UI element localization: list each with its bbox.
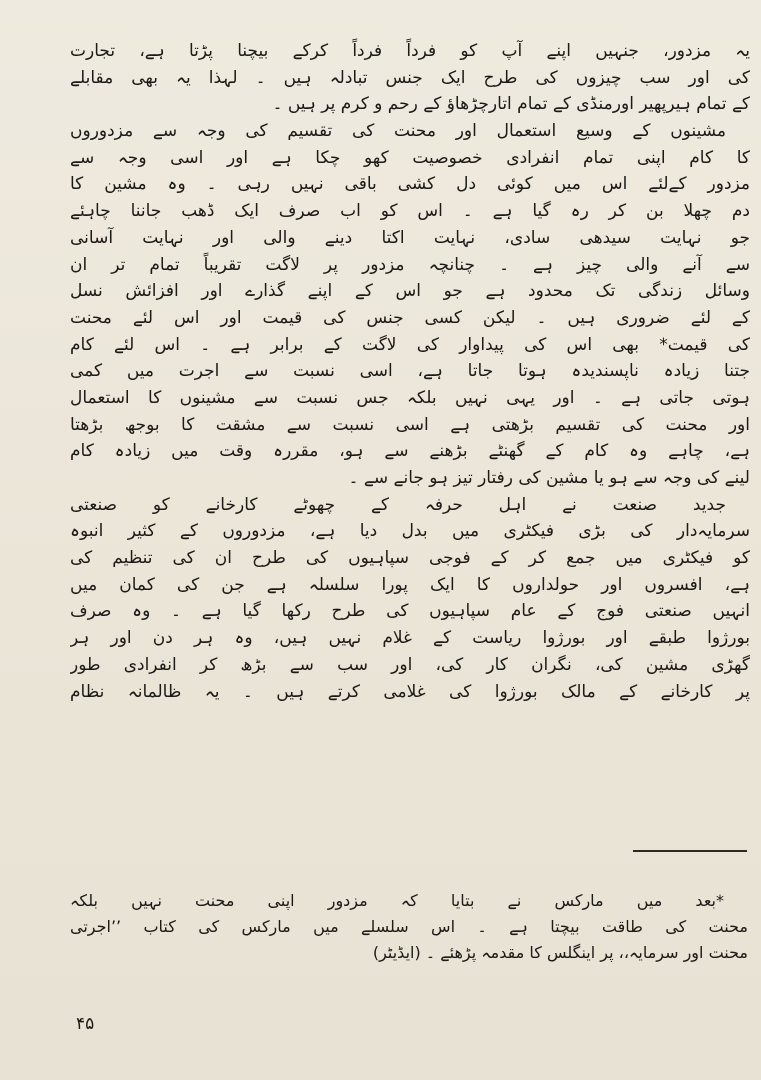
- text-line: کے تمام ہیرپھیر اورمنڈی کے تمام اتارچڑھاؤ کے رحم و کرم پر ہیں ۔: [272, 94, 750, 115]
- text-line: پر کارخانے کے مالک بورژوا کی غلامی کرتے ہیں ۔ یہ ظالمانہ نظام: [70, 681, 750, 702]
- text-line: جدید صنعت نے اہل حرفہ کے چھوٹے کارخانے کو صنعتی: [70, 494, 726, 515]
- text-line: کے لئے ضروری ہیں ۔ لیکن کسی جنس کی قیمت اور اس لئے محنت: [70, 307, 750, 328]
- text-line: مشینوں کے وسیع استعمال اور محنت کی تقسیم کی وجہ سے مزدوروں: [70, 121, 726, 142]
- text-line: ہوتی جاتی ہے ۔ اور یہی نہیں بلکہ جس نسبت سے مشینوں کا استعمال: [70, 387, 750, 408]
- text-line: سے آنے والی چیز ہے ۔ چنانچہ مزدور پر لاگت تقریباً تمام تر ان: [70, 254, 750, 275]
- text-line: کی اور سب چیزوں کی طرح ایک جنس تبادلہ ہیں ۔ لہذا یہ بھی مقابلے: [70, 67, 750, 88]
- text-line: یہ مزدور، جنہیں اپنے آپ کو فرداً فرداً کرکے بیچنا پڑتا ہے، تجارت: [70, 41, 750, 61]
- main-text: [70, 38, 750, 705]
- text-line: جو نہایت سیدھی سادی، نہایت اکتا دینے والی اور نہایت آسانی: [70, 227, 750, 248]
- text-line: کا کام اپنی تمام انفرادی خصوصیت کھو چکا ہے اور اسی وجہ سے: [70, 147, 750, 168]
- footnote-rule: [633, 850, 747, 852]
- text-line: بورژوا طبقے اور بورژوا ریاست کے غلام نہیں ہیں، وہ ہر دن اور ہر: [70, 628, 750, 649]
- footnote-line: *بعد میں مارکس نے بتایا کہ مزدور اپنی محنت نہیں بلکہ: [70, 891, 724, 910]
- text-line: ہے، چاہے وہ کام کے گھنٹے بڑھنے سے ہو، مقررہ وقت میں زیادہ کام: [70, 441, 750, 462]
- footnote-line: محنت کی طاقت بیچتا ہے ۔ اس سلسلے میں مارکس کی کتاب ’’اجرتی: [70, 917, 748, 936]
- text-line: وسائل زندگی تک محدود ہے جو اس کے اپنے گذارے اور افزائش نسل: [70, 281, 750, 302]
- text-line: کو فیکٹری میں جمع کر کے فوجی سپاہیوں کی طرح ان کی تنظیم کی: [70, 548, 750, 569]
- text-line: گھڑی مشین کی، نگران کار کی، اور سب سے بڑھ کر انفرادی طور: [70, 654, 750, 675]
- text-line: لینے کی وجہ سے ہو یا مشین کی رفتار تیز ہو جانے سے ۔: [348, 468, 750, 488]
- text-line: کی قیمت* بھی اس کی پیداوار کی لاگت کے برابر ہے ۔ اس لئے کام: [70, 334, 750, 355]
- text-line: انہیں صنعتی فوج کے عام سپاہیوں کی طرح رکھا گیا ہے ۔ وہ صرف: [70, 601, 750, 622]
- text-line: جتنا زیادہ ناپسندیدہ ہوتا جاتا ہے، اسی نسبت سے اجرت میں کمی: [70, 361, 750, 382]
- text-line: سرمایہ‌دار کی بڑی فیکٹری میں بدل دیا ہے، مزدوروں کے کثیر انبوہ: [70, 521, 750, 542]
- footnote: [70, 888, 748, 966]
- text-line: ہے، افسروں اور حولداروں کا ایک پورا سلسلہ ہے جن کی کمان میں: [70, 574, 750, 595]
- page-number: ۴۵: [76, 1014, 95, 1034]
- text-line: اور محنت کی تقسیم بڑھتی ہے اسی نسبت سے مشقت کا بوجھ بڑھتا: [70, 414, 750, 435]
- text-line: مزدور کےلئے اس میں کوئی دل کشی باقی نہیں رہی ۔ وہ مشین کا: [70, 174, 750, 195]
- footnote-line: محنت اور سرمایہ،، پر اینگلس کا مقدمہ پڑھئے ۔ (ایڈیٹر): [372, 943, 748, 962]
- text-line: دم چھلا بن کر رہ گیا ہے ۔ اس کو اب صرف ایک ڈھب جاننا چاہئے: [70, 201, 750, 222]
